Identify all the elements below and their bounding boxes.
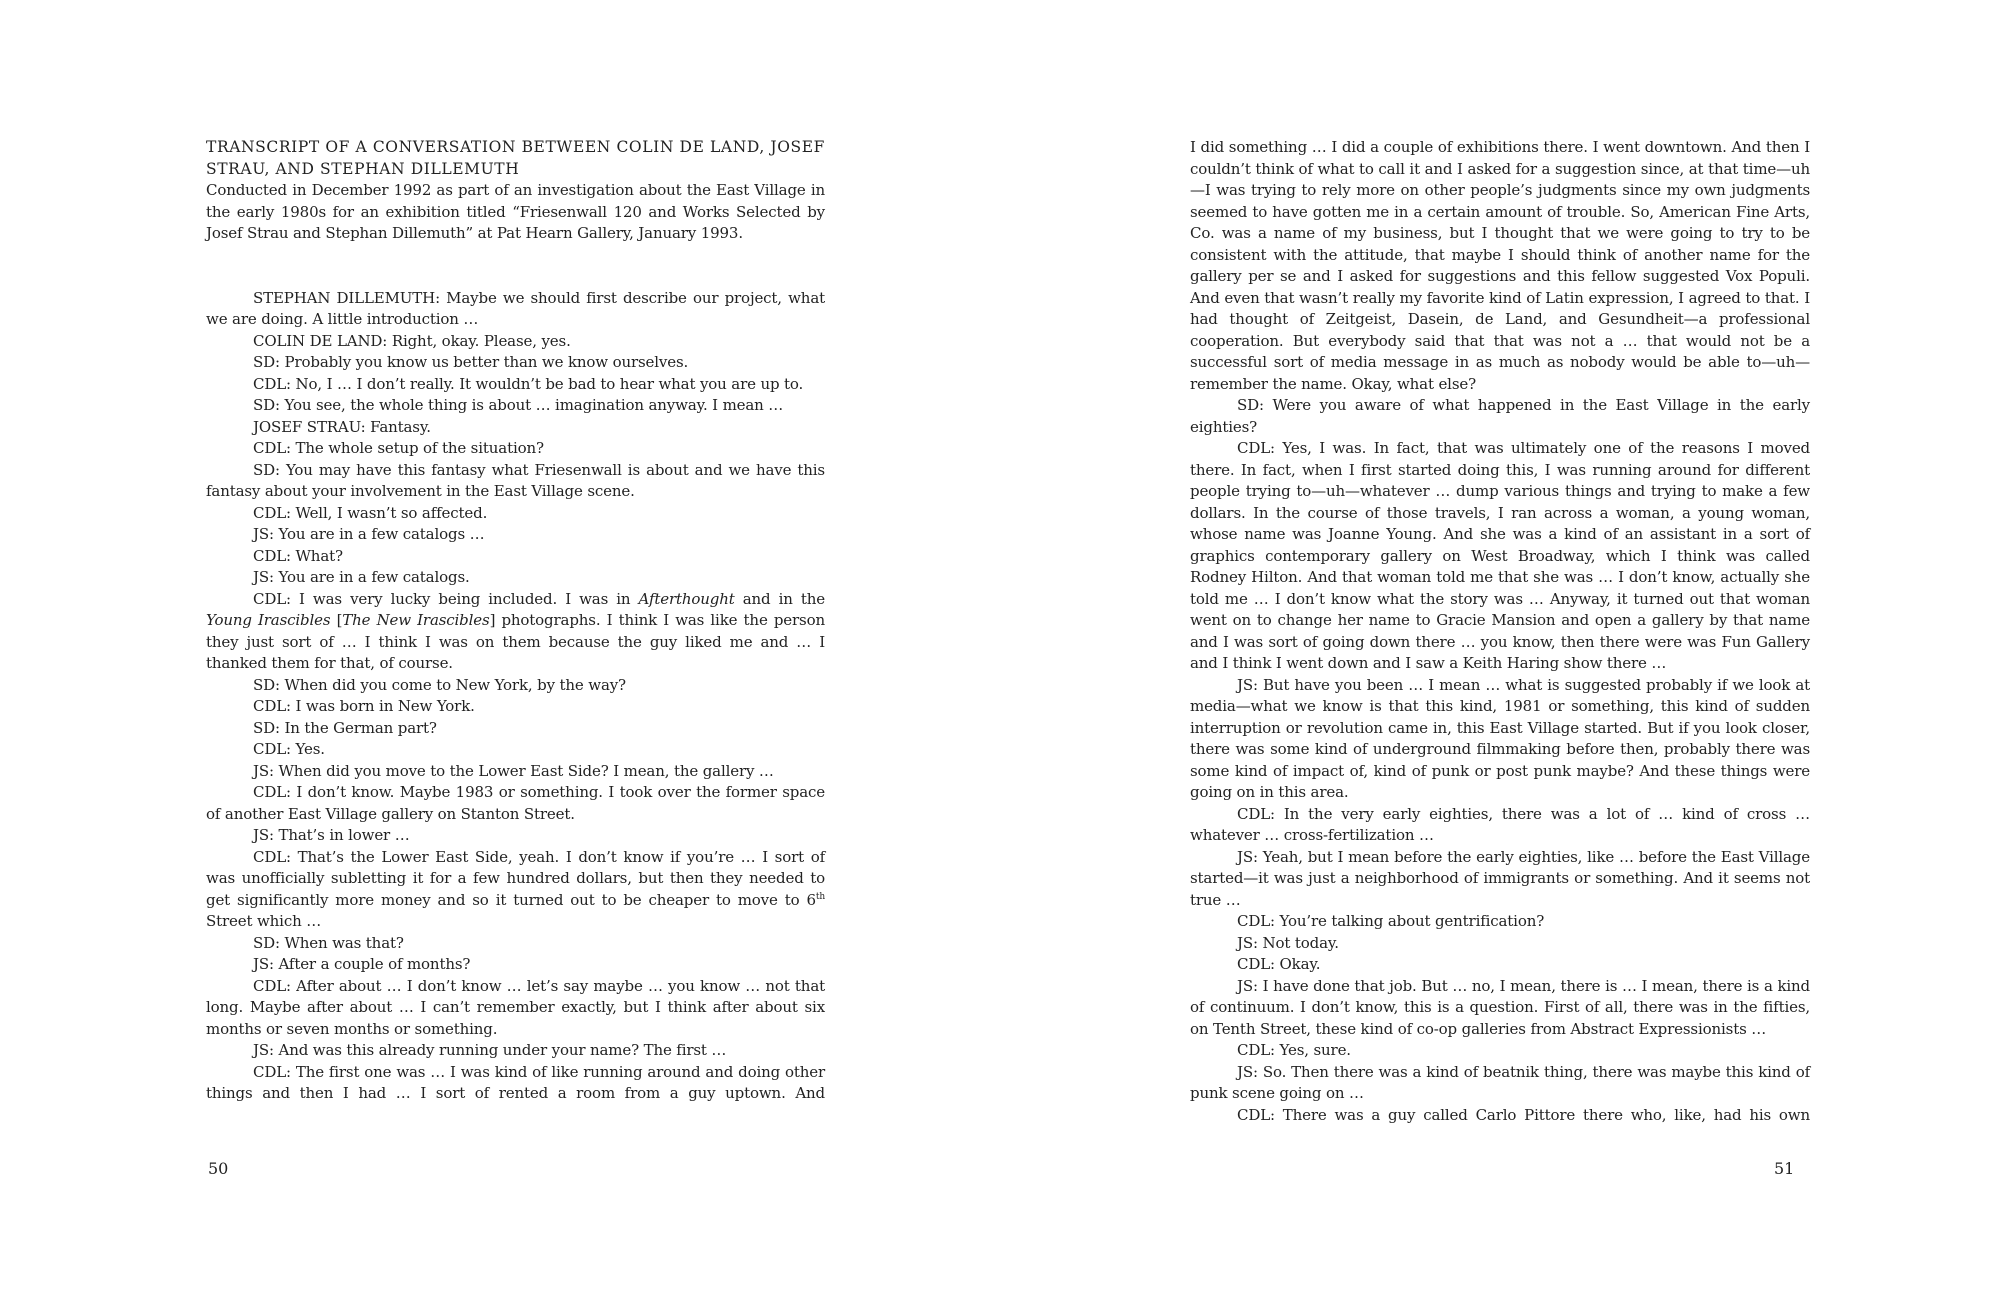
text-run: CDL: I was very lucky being included. I was in [253, 589, 639, 608]
dialogue-paragraph: JS: After a couple of months? [253, 955, 471, 973]
dialogue-paragraph: JS: That’s in lower … [253, 826, 410, 844]
dialogue-paragraph-continued: CDL: The first one was … I was kind of like running around and doing other things and then I had … I sort of rented a room from a guy uptown. And [206, 1062, 825, 1102]
text-run: [ [330, 611, 343, 629]
dialogue-paragraph: CDL: Yes, sure. [1237, 1041, 1351, 1059]
dialogue-paragraph: CDL: Well, I wasn’t so affected. [253, 503, 488, 522]
dialogue-paragraph-afterthought [206, 589, 825, 675]
dialogue-paragraph: SD: When was that? [253, 933, 404, 952]
dialogue-paragraph: JS: Not today. [1237, 933, 1339, 952]
dialogue-paragraph: JS: When did you move to the Lower East Side? I mean, the gallery … [253, 761, 774, 780]
dialogue-paragraph: CDL: Yes, I was. In fact, that was ultimately one of the reasons I moved there. In fact, when I first started doing this, I was running around for different people trying to—uh—whatever … dump various things and trying to make a few dollars. In the course of those travels, I ran across a woman, a young woman, whose name was Joanne Young. And she was a kind of an assistant in a sort of graphics contemporary gallery on West Broadway, which I think was called Rodney Hilton. And that woman told me that she was … I don’t know, actually she told me … I don’t know what the story was … Anyway, it turned out that woman went on to change her name to Gracie Mansion and open a gallery by that name and I was sort of going down there … you know, then there were was Fun Gallery and I think I went down and I saw a Keith Haring show there … [1190, 439, 1810, 672]
text-run: Street which … [206, 912, 322, 930]
dialogue-paragraph: JS: So. Then there was a kind of beatnik thing, there was maybe this kind of punk scene going on … [1190, 1062, 1810, 1102]
right-page [1000, 0, 2000, 1302]
italic-title-new-irascibles: The New Irascibles [342, 611, 490, 629]
dialogue-paragraph: CDL: Yes. [253, 740, 325, 758]
italic-title-afterthought: Afterthought [638, 589, 735, 608]
dialogue-paragraph: COLIN DE LAND: Right, okay. Please, yes. [253, 331, 571, 350]
right-text-column [1190, 137, 1810, 1126]
page-number-left: 50 [208, 1159, 229, 1178]
dialogue-left [206, 288, 825, 1105]
dialogue-paragraph: CDL: The whole setup of the situation? [253, 439, 544, 457]
dialogue-paragraph: JS: I have done that job. But … no, I mean, there is … I mean, there is a kind of continuum. I don’t know, this is a question. First of all, there was in the fifties, on Tenth Street, these kind of co-op galleries from Abstract Expressionists … [1190, 976, 1810, 1038]
left-text-column [206, 137, 825, 1105]
page-number-right: 51 [1774, 1159, 1795, 1178]
dialogue-paragraph: CDL: After about … I don’t know … let’s say maybe … you know … not that long. Maybe after about … I can’t remember exactly, but I think after about six months or seven months or something. [206, 976, 825, 1038]
transcript-title: TRANSCRIPT OF A CONVERSATION BETWEEN COLIN DE LAND, JOSEF STRAU, AND STEPHAN DILLEMUTH [206, 138, 825, 178]
dialogue-paragraph: CDL: I don’t know. Maybe 1983 or something. I took over the former space of another East Village gallery on Stanton Street. [206, 783, 825, 823]
dialogue-paragraph: CDL: You’re talking about gentrification? [1237, 912, 1545, 930]
dialogue-paragraph: CDL: What? [253, 546, 343, 565]
italic-title-young-irascibles: Young Irascibles [206, 611, 331, 629]
dialogue-paragraph: JS: And was this already running under your name? The first … [253, 1041, 727, 1059]
dialogue-paragraph: CDL: No, I … I don’t really. It wouldn’t be bad to hear what you are up to. [253, 374, 804, 393]
dialogue-paragraph: SD: In the German part? [253, 718, 437, 737]
dialogue-paragraph: CDL: In the very early eighties, there was a lot of … kind of cross … whatever … cross-fertilization … [1190, 804, 1810, 844]
dialogue-paragraph: SD: Probably you know us better than we know ourselves. [253, 353, 689, 371]
dialogue-paragraph: SD: You may have this fantasy what Friesenwall is about and we have this fantasy about your involvement in the East Village scene. [206, 460, 825, 500]
dialogue-paragraph: JOSEF STRAU: Fantasy. [253, 417, 431, 436]
dialogue-paragraph: JS: Yeah, but I mean before the early eighties, like … before the East Village started—it was just a neighborhood of immigrants or something. And it seems not true … [1190, 847, 1810, 909]
dialogue-paragraph-sixth-street [206, 847, 825, 933]
dialogue-paragraph: JS: You are in a few catalogs … [253, 525, 485, 543]
ordinal-superscript: th [815, 891, 825, 902]
dialogue-paragraph: SD: Were you aware of what happened in the East Village in the early eighties? [1190, 396, 1810, 436]
text-run: ] photographs. I think I was like the person they just sort of … I think I was on them because the guy liked me and … I thanked them for that, of course. [206, 611, 825, 672]
text-run: and in the [734, 589, 825, 608]
dialogue-paragraph: CDL: Okay. [1237, 955, 1321, 973]
continued-paragraph: I did something … I did a couple of exhibitions there. I went downtown. And then I couldn’t think of what to call it and I asked for a suggestion since, at that time—uh—I was trying to rely more on other people’s judgments since my own judgments seemed to have gotten me in a certain amount of trouble. So, American Fine Arts, Co. was a name of my business, but I thought that we were going to try to be consistent with the attitude, that maybe I should think of another name for the gallery per se and I asked for suggestions and this fellow suggested Vox Populi. And even that wasn’t really my favorite kind of Latin expression, I agreed to that. I had thought of Zeitgeist, Dasein, de Land, and Gesundheit—a professional cooperation. But everybody said that that was not a … that would not be a successful sort of media message in as much as nobody would be able to—uh—remember the name. Okay, what else? [1190, 138, 1810, 393]
dialogue-paragraph: JS: But have you been … I mean … what is suggested probably if we look at media—what we know is that this kind, 1981 or something, this kind of sudden interruption or revolution came in, this East Village started. But if you look closer, there was some kind of underground filmmaking before then, probably there was some kind of impact of, kind of punk or post punk maybe? And these things were going on in this area. [1190, 675, 1810, 801]
dialogue-paragraph: STEPHAN DILLEMUTH: Maybe we should first describe our project, what we are doing. A little introduction … [206, 288, 825, 328]
intro-paragraph: Conducted in December 1992 as part of an investigation about the East Village in the early 1980s for an exhibition titled “Friesenwall 120 and Works Selected by Josef Strau and Stephan Dillemuth” at Pat Hearn Gallery, January 1993. [206, 181, 825, 242]
dialogue-paragraph: SD: When did you come to New York, by the way? [253, 675, 626, 694]
dialogue-paragraph: JS: You are in a few catalogs. [253, 568, 470, 586]
text-run: CDL: That’s the Lower East Side, yeah. I don’t know if you’re … I sort of was unofficially subletting it for a few hundred dollars, but then they needed to get significantly more money and so it turned out to be cheaper to move to 6 [206, 847, 825, 909]
dialogue-paragraph-continued: CDL: There was a guy called Carlo Pittore there who, like, had his own [1237, 1105, 1810, 1124]
dialogue-paragraph: CDL: I was born in New York. [253, 697, 475, 715]
dialogue-paragraph: SD: You see, the whole thing is about … imagination anyway. I mean … [253, 396, 784, 414]
